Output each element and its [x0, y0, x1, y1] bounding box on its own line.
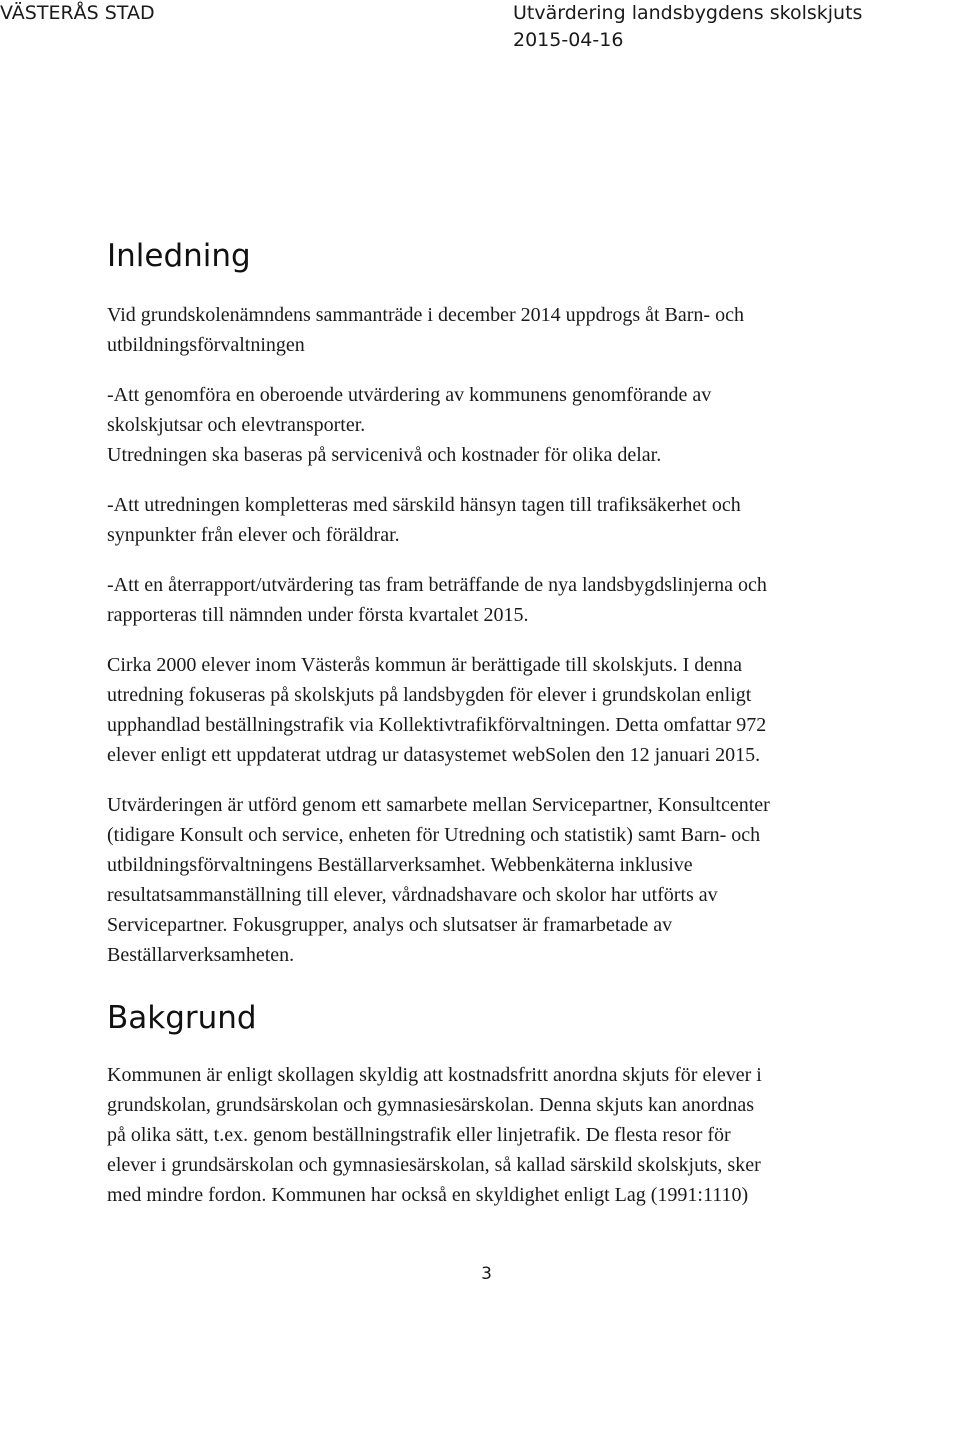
- header-date: 2015-04-16: [513, 29, 624, 51]
- header-info: [513, 0, 862, 54]
- text-line: utbildningsförvaltningen: [107, 334, 305, 356]
- text-line: (tidigare Konsult och service, enheten för Utredning och statistik) samt Barn- och: [107, 824, 761, 846]
- text-line: Vid grundskolenämndens sammanträde i december 2014 uppdrogs åt Barn- och: [107, 304, 744, 326]
- text-line: -Att utredningen kompletteras med särskild hänsyn tagen till trafiksäkerhet och: [107, 494, 741, 516]
- section-heading-bakgrund: Bakgrund: [107, 1000, 257, 1036]
- text-line: elever i grundsärskolan och gymnasiesärskolan, så kallad särskild skolskjuts, sker: [107, 1154, 761, 1176]
- text-line: Beställarverksamheten.: [107, 944, 295, 966]
- text-line: grundskolan, grundsärskolan och gymnasiesärskolan. Denna skjuts kan anordnas: [107, 1094, 755, 1116]
- page-number: 3: [481, 1264, 492, 1284]
- header-organization: VÄSTERÅS STAD: [0, 2, 155, 24]
- text-line: rapporteras till nämnden under första kvartalet 2015.: [107, 604, 529, 626]
- text-line: elever enligt ett uppdaterat utdrag ur datasystemet webSolen den 12 januari 2015.: [107, 744, 761, 766]
- text-line: resultatsammanställning till elever, vårdnadshavare och skolor har utförts av: [107, 884, 718, 906]
- text-line: skolskjutsar och elevtransporter.: [107, 414, 366, 436]
- paragraph-item-evaluation: [107, 380, 907, 470]
- paragraph-background: [107, 1060, 907, 1210]
- text-line: Utvärderingen är utförd genom ett samarbete mellan Servicepartner, Konsultcenter: [107, 794, 770, 816]
- document-body: [107, 232, 907, 1210]
- paragraph-students: [107, 650, 907, 770]
- paragraph-item-traffic-safety: [107, 490, 907, 550]
- paragraph-item-report-back: [107, 570, 907, 630]
- text-line: Cirka 2000 elever inom Västerås kommun är berättigade till skolskjuts. I denna: [107, 654, 743, 676]
- text-line: -Att genomföra en oberoende utvärdering av kommunens genomförande av: [107, 384, 712, 406]
- text-line: på olika sätt, t.ex. genom beställningstrafik eller linjetrafik. De flesta resor för: [107, 1124, 731, 1146]
- text-line: upphandlad beställningstrafik via Kollektivtrafikförvaltningen. Detta omfattar 972: [107, 714, 767, 736]
- text-line: Kommunen är enligt skollagen skyldig att kostnadsfritt anordna skjuts för elever i: [107, 1064, 762, 1086]
- text-line: med mindre fordon. Kommunen har också en skyldighet enligt Lag (1991:1110): [107, 1184, 749, 1206]
- paragraph-method: [107, 790, 907, 970]
- text-line: -Att en återrapport/utvärdering tas fram beträffande de nya landsbygdslinjerna och: [107, 574, 767, 596]
- text-line: utredning fokuseras på skolskjuts på landsbygden för elever i grundskolan enligt: [107, 684, 752, 706]
- paragraph-assignment: [107, 300, 907, 360]
- section-heading-inledning: Inledning: [107, 238, 251, 274]
- text-line: Utredningen ska baseras på servicenivå och kostnader för olika delar.: [107, 444, 662, 466]
- text-line: synpunkter från elever och föräldrar.: [107, 524, 400, 546]
- text-line: utbildningsförvaltningens Beställarverksamhet. Webbenkäterna inklusive: [107, 854, 693, 876]
- header-document-title: Utvärdering landsbygdens skolskjuts: [513, 2, 863, 24]
- text-line: Servicepartner. Fokusgrupper, analys och slutsatser är framarbetade av: [107, 914, 673, 936]
